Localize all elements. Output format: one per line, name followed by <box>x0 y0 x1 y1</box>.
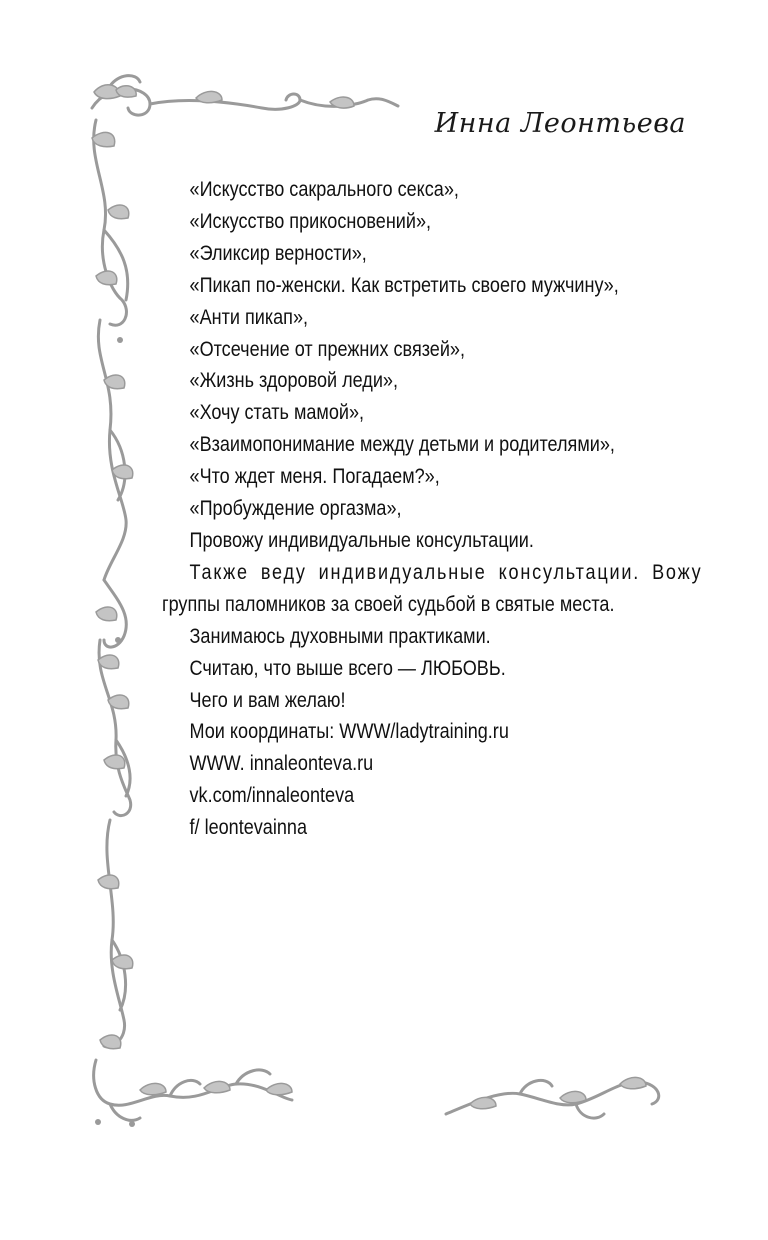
running-head-author: Инна Леонтьева <box>434 108 686 139</box>
list-item: «Пикап по-женски. Как встретить своего мужчину», <box>189 273 619 297</box>
vk-line: vk.com/innaleonteva <box>189 784 355 808</box>
list-item: «Отсечение от прежних связей», <box>189 337 466 361</box>
facebook-line: f/ leontevainna <box>189 816 308 840</box>
list-item: «Искусство сакрального секса», <box>189 178 459 201</box>
list-item: «Жизнь здоровой леди», <box>189 369 398 393</box>
closing-line: Занимаюсь духовными практиками. <box>189 624 491 648</box>
list-item: «Хочу стать мамой», <box>189 401 365 425</box>
list-item: «Искусство прикосновений», <box>189 209 432 233</box>
paragraph-continuation: группы паломников за своей судьбой в святые места. <box>162 592 615 616</box>
closing-line: Чего и вам желаю! <box>189 688 346 712</box>
list-item: «Взаимопонимание между детьми и родителями», <box>189 433 615 457</box>
website-line: WWW. innaleonteva.ru <box>189 752 374 776</box>
list-item: «Что ждет меня. Погадаем?», <box>189 465 440 489</box>
closing-line: Считаю, что выше всего — ЛЮБОВЬ. <box>189 656 506 680</box>
page-body <box>162 174 703 844</box>
contacts-line: Мои координаты: WWW/ladytraining.ru <box>189 720 509 744</box>
list-item: Провожу индивидуальные консультации. <box>189 528 534 552</box>
list-item: «Анти пикап», <box>189 305 309 329</box>
paragraph-first-line: Также веду индивидуальные консультации. Вожу <box>189 560 703 584</box>
list-item: «Эликсир верности», <box>189 241 367 265</box>
list-item: «Пробуждение оргазма», <box>189 497 402 521</box>
